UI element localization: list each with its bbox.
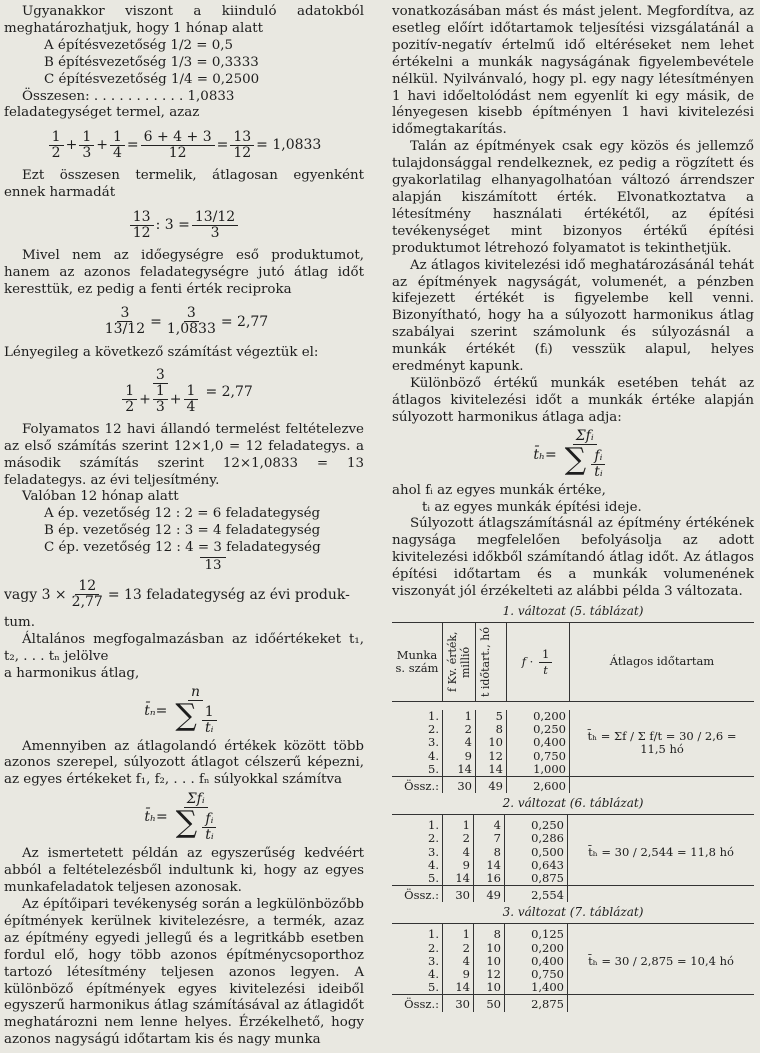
table-caption: 3. változat (7. táblázat) [502, 905, 644, 920]
right-column [392, 4, 754, 1012]
sum-value: 13 [200, 557, 226, 575]
average-formula: t̄ₕ = 30 / 2,544 = 11,8 hó [568, 819, 755, 886]
list-item: C építésvezetőség 1/4 = 0,2500 [44, 71, 260, 87]
table-total-row: Össz.: 30 50 2,875 [392, 995, 754, 1012]
equation: $\frac{1}{2}$ + $\frac{1}{3}$ + $\frac{1}{4}$ = $\frac{6 + 4 + 3}{12}$ = $\frac{13}{12}$ = 1,0833 [4, 125, 364, 165]
equation: 3 $\frac{1}{2}$ + $\frac{1}{3}$ + $\frac{1}{4}$ = 2,77 [4, 365, 364, 419]
paragraph: Az építőipari tevékenység során a legkülönbözőbb építmények kerülnek kivitelezésre, a termék, azaz az építmény egyedi jellegű és a legritkább esetben fordul elő, hogy több azonos építménycsoporthoz tartozó létesítmény teljesen azonos legyen. A különböző építmények egyes kivitelezési ideiből egyszerű harmonikus átlag számításával az átlagidőt meghatározni nem lenne helyes. Érzékelhető, hogy azonos nagyságú időtartam kis és nagy munka [4, 897, 364, 1048]
equation: $\frac{13}{12}$ : 3 = $\frac{13/12}{3}$ [4, 205, 364, 245]
paragraph: Folyamatos 12 havi állandó termelést feltételezve az első számítás szerint 12×1,0 = 12 feladategys. a második számítás szerint 12×1,0833 = 13 feladategys. az évi teljesítmény. [4, 421, 364, 488]
list-item: A építésvezetőség 1/2 = 0,5 [44, 37, 233, 53]
list-item: C ép. vezetőség 12 : 4 = 3 feladategység [44, 540, 321, 556]
paragraph-tail: tum. [4, 614, 35, 630]
table-caption: 2. változat (6. táblázat) [502, 796, 644, 811]
table-row: 4. 9 14 0,643 [392, 859, 754, 872]
paragraph: Valóban 12 hónap alatt [22, 489, 179, 505]
paragraph: Az ismertetett példán az egyszerűség kedvéért abból a feltételezésből indultunk ki, hogy az egyes munkafeladatok teljesen azonosak. [4, 846, 364, 896]
equation: t̄ₕ = Σfᵢ ∑ $\frac{\text{fᵢ}}{\text{tᵢ}}$ [392, 430, 754, 480]
paragraph: Talán az építmények csak egy közös és jellemző tulajdonsággal rendelkeznek, ez pedig a rögzített és gyakorlatilag elhanyagolhatóan változó árrendszer alapján kiszámított érték. Elvonatkoztatva a létesítmény használati értékétől, az építési tevékenységet mint bizonyos értékű építési produktumot létrehozó folyamatot is tekinthetjük. [392, 139, 754, 256]
paragraph: Általános megfogalmazásban az időértékeket t₁, t₂, . . . tₙ jelölve [4, 631, 364, 664]
table-row: 2. 2 10 0,200 [392, 942, 754, 955]
list-item: B ép. vezetőség 12 : 3 = 4 feladategység [44, 523, 321, 539]
column-header: f Kv. érték, millió [446, 631, 472, 693]
table [392, 923, 754, 1011]
paragraph: feladategységet termel, azaz [4, 105, 200, 121]
table-row: 4. 9 12 0,750 [392, 750, 754, 763]
table-row: 5. 14 16 0,875 [392, 872, 754, 886]
list-item: B építésvezetőség 1/3 = 0,3333 [44, 54, 259, 70]
paragraph: ahol fᵢ az egyes munkák értéke, [392, 482, 606, 498]
equation: $\frac{3}{13/12}$ = $\frac{3}{1,0833}$ = 2,77 [104, 305, 269, 338]
table-header-row [392, 623, 754, 702]
paragraph: Különböző értékű munkák esetében tehát az átlagos kivitelezési időt a munkák értéke alapján súlyozott harmonikus átlaga adja: [392, 375, 754, 425]
table-row: 3. 4 10 0,400 [392, 955, 754, 968]
column-header: f · $\frac{1}{t}$ [507, 623, 570, 702]
equation: t̄ₙ = n ∑ $\frac{1}{\text{tᵢ}}$ [4, 686, 364, 736]
equation: vagy 3 × $\frac{12}{2,77}$ = 13 feladategység az évi produk- [4, 578, 350, 611]
paragraph: a harmonikus átlag, [4, 665, 140, 681]
table-row: 1. 1 8 0,125 t̄ₕ = 30 / 2,875 = 10,4 hó [392, 928, 754, 941]
paragraph: Amennyiben az átlagolandó értékek között több azonos szerepel, súlyozott átlagot célszerű képezni, az egyes értékeket f₁, f₂, . . . fₙ súlyokkal számítva [4, 738, 364, 788]
table-row: 2. 2 7 0,286 [392, 832, 754, 845]
paragraph: Lényegileg a következő számítást végeztük el: [4, 344, 319, 360]
paragraph: tᵢ az egyes munkák építési ideje. [422, 499, 642, 515]
table [392, 622, 754, 793]
table-row: 3. 4 8 0,500 [392, 846, 754, 859]
column-header: Munka s. szám [395, 647, 439, 675]
table-total-row: Össz.: 30 49 2,600 [392, 777, 754, 794]
equation: t̄ₕ = Σfᵢ ∑ $\frac{\text{fᵢ}}{\text{tᵢ}}$ [4, 792, 364, 842]
table-caption: 1. változat (5. táblázat) [502, 604, 644, 618]
table-row: 5. 14 10 1,400 [392, 981, 754, 995]
table [392, 814, 754, 902]
total-line: Összesen: . . . . . . . . . . . 1,0833 [22, 88, 235, 104]
table-row: 1. 1 5 0,200 t̄ₕ = Σf / Σ f/t = 30 / 2,6 = 11,5 hó [392, 710, 754, 723]
paragraph: Ugyanakkor viszont a kiinduló adatokból meghatározhatjuk, hogy 1 hónap alatt [4, 4, 364, 36]
left-column [4, 4, 364, 1049]
paragraph: Mivel nem az időegységre eső produktumot, hanem az azonos feladategységre jutó átlag időt keresttük, ez pedig a fenti érték reciproka [4, 248, 364, 297]
column-header: t időtart., hó [479, 627, 492, 697]
table-row: 2. 2 8 0,250 [392, 723, 754, 736]
paragraph: Súlyozott átlagszámításnál az építmény értékének nagysága megfelelően befolyásolja az adott kivitelezési időkből számítandó átlag időt. Az átlagos építési időtartam és a munkák volumenének viszonyát jól érzékelteti az alábbi példa 3 változata. [392, 516, 754, 600]
list-item: A ép. vezetőség 12 : 2 = 6 feladategység [44, 506, 321, 522]
table-row: 1. 1 4 0,250 t̄ₕ = 30 / 2,544 = 11,8 hó [392, 819, 754, 832]
column-header: Átlagos időtartam [570, 623, 755, 702]
table-row: 4. 9 12 0,750 [392, 968, 754, 981]
table-total-row: Össz.: 30 49 2,554 [392, 886, 754, 903]
paragraph: vonatkozásában mást és mást jelent. Megfordítva, az esetleg előírt időtartamok teljesítési vizsgálatánál a pozitív-negatív értelmű idő eltéréseket nem lehet értékelni a munkák nagyságának figyelembevétele nélkül. Nyilvánvaló, hogy pl. egy nagy létesítményen 1 havi időeltolódást nem egyenlít ki egy másik, de lényegesen kisebb építményen 1 havi kivitelezési időmegtakarítás. [392, 4, 754, 138]
average-formula: t̄ₕ = 30 / 2,875 = 10,4 hó [568, 928, 755, 995]
average-formula: t̄ₕ = Σf / Σ f/t = 30 / 2,6 = 11,5 hó [570, 710, 755, 777]
paragraph: Az átlagos kivitelezési idő meghatározásánál tehát az építmények nagyságát, volumenét, a pénzben kifejezett értékét is figyelembe kell venni. Bizonyítható, hogy ha a súlyozott harmonikus átlag szabályai szerint számolunk és súlyozásnál a munkák értékét (fᵢ) vesszük alapul, helyes eredményt kapunk. [392, 257, 754, 375]
table-row: 3. 4 10 0,400 [392, 736, 754, 749]
paragraph: Ezt összesen termelik, átlagosan egyenként ennek harmadát [4, 168, 364, 201]
table-row: 5. 14 14 1,000 [392, 763, 754, 777]
